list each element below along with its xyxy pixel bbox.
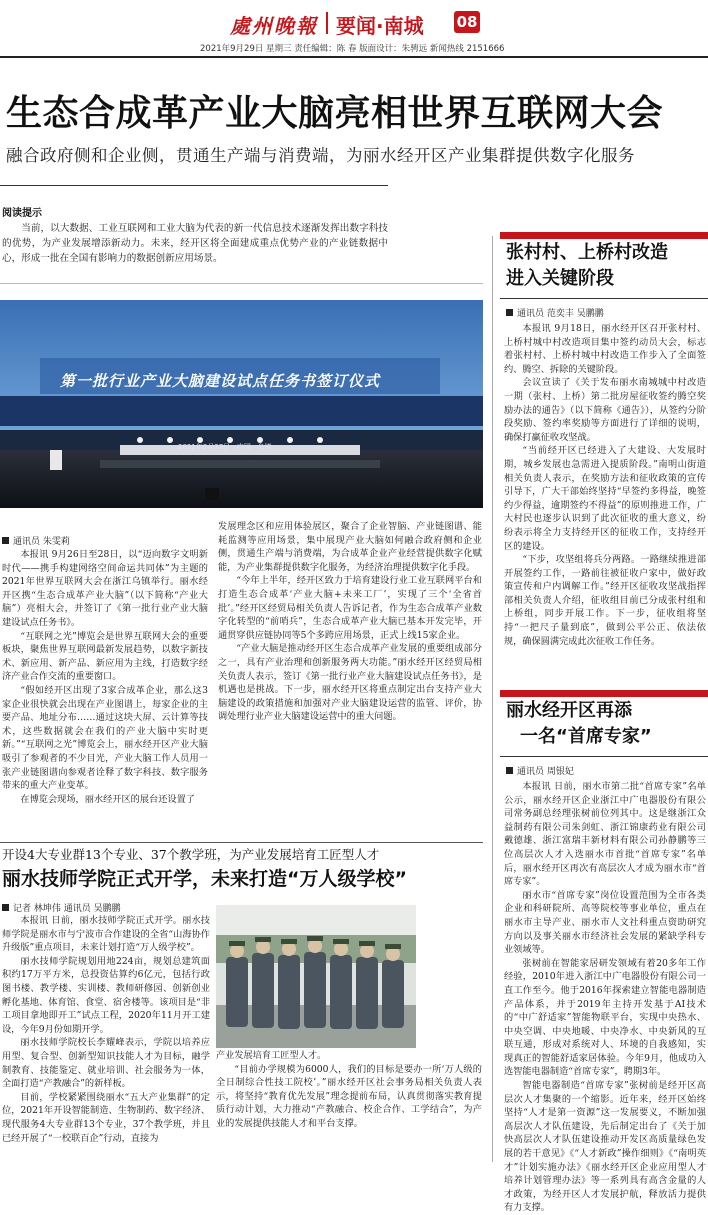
masthead-divider bbox=[326, 12, 328, 34]
headline-subtitle: 融合政府侧和企业侧，贯通生产端与消费端，为丽水经开区产业集群提供数字化服务 bbox=[6, 146, 635, 165]
newspaper-logo: 處州晚報 bbox=[230, 14, 318, 38]
lead-text: 当前，以大数据、工业互联网和工业大脑为代表的新一代信息技术逐渐发挥出数字科技的优势，为产业发展增添新动力。未来，经开区将全面建成重点优势产业的产业链数据中心，形成一批在全国有影响力的数据创新应用场景。 bbox=[2, 223, 388, 264]
lead-rule bbox=[0, 185, 388, 186]
sidebar2-title-rule bbox=[500, 756, 708, 757]
sidebar2-byline-text: 通讯员 周银妃 bbox=[517, 767, 574, 777]
section-name: 要闻·南城 bbox=[336, 14, 424, 38]
article2-col2: 产业发展培育工匠型人才。 “目前办学规模为6000人，我们的目标是要办一所‘万人级的全日制综合性技工院校’。”丽水经开区社会事务局相关负责人表示，将坚持“教育优先发展”理念提前布局，认真贯彻落实教育提质行动计划，大力推动“产教融合、校企合作、工学结合”，为产业的发展提供技能人才和平台支撑。 bbox=[216, 1050, 482, 1129]
sidebar2-title-line1: 丽水经开区再添 bbox=[506, 700, 632, 721]
article1-bottom-rule bbox=[0, 842, 483, 843]
photo-banner-text: 第一批行业产业大脑建设试点任务书签订仪式 bbox=[60, 372, 381, 390]
sidebar2-red-bar bbox=[500, 690, 708, 697]
article1-byline bbox=[2, 534, 70, 547]
byline-square-icon bbox=[2, 904, 9, 911]
article2-col1: 本报讯 日前，丽水技师学院正式开学。丽水技师学院是丽水市与宁波市合作建设的全省“山海协作升级版”重点项目，未来计划打造“万人级学校”。 丽水技师学院规划用地224亩，规划总建筑面积约17万平方米，总投资估算约6亿元，包括行政图书楼、教学楼、实训楼、教师研修园、创新创业孵化基地、体育馆、食堂、宿舍楼等。该项目是“非工项目拿地即开工”试点工程，2020年11月开工建设，今年9月份如期开学。 丽水技师学院校长李耀峰表示，学院以培养应用型、复合型、创新型知识技能人才为目标，融学制教育、技能鉴定、就业培训、社会服务为一体，全面打造“产教融合”的新样板。 目前，学校紧紧围绕丽水“五大产业集群”的定位，2021年开设智能制造、生物制药、数字经济、现代服务4大专业群13个专业，37个教学班，并且已经开展了“一校联百企”行动，直接为 bbox=[2, 915, 210, 1144]
sidebar2-byline bbox=[506, 764, 574, 777]
students-photo bbox=[216, 905, 416, 1048]
sidebar1-title-rule bbox=[500, 298, 708, 299]
lead-label: 阅读提示 bbox=[2, 208, 42, 219]
masthead-rule bbox=[0, 56, 708, 58]
sidebar2-body: 本报讯 日前，丽水市第二批“首席专家”名单公示，丽水经开区企业浙江中广电器股份有限公司常务副总经理张树前位列其中。这是继浙江众益制药有限公司朱剑虹、浙江锦康药业有限公司戴德雄、浙江富瑞丰新材料有限公司孙静鹏等三位高层次人才入选丽水市首批“首席专家”名单后，丽水经开区再次有高层次人才成为丽水市“首席专家”。 丽水市“首席专家”岗位设置范围为全市各类企业和科研院所、高等院校等事业单位，重点在丽水市主导产业、丽水市人文社科重点资助研究方向以及事关丽水市经济社会发展的紧缺学科专业领域等。 张树前在智能家居研发领域有着20多年工作经验，2010年进入浙江中广电器股份有限公司一直工作至今。他于2016年探索建立智能电器制造产品体系，并于2019年主持开发基于AI技术的“中广舒适家”智能物联平台，实现中央热水、中央空调、中央地暖、中央净水、中央新风的互联互通，形成对系统对人、环境的自我感知，实现真正的智能舒适家居体验。今年9月，他成功入选智能电器制造“首席专家”，聘期3年。 智能电器制造“首席专家”张树前是经开区高层次人才集聚的一个缩影。近年来，经开区始终坚持“人才是第一资源”这一发展要义，不断加强高层次人才队伍建设，先后制定出台了《关于加快高层次人才队伍建设推动开发区高质量绿色发展的若干意见》《“人才新政”操作细则》《“南明英才”计划实施办法》《丽水经开区企业应用型人才培养计划管理办法》等一系列具有高含金量的人才政策，为经开区人才发展护航，释放活力提供有力支撑。 bbox=[504, 781, 706, 1214]
byline-square-icon bbox=[2, 537, 9, 544]
sidebar1-red-bar bbox=[500, 232, 708, 239]
article1-col2: 发展理念区和应用体验展区，聚合了企业智脑、产业链图谱、能耗监测等应用场景，集中展现产业大脑如何融合政府侧和企业侧，贯通生产端与消费端，为合成革企业产业经营提供数字化赋能，为产业集群提供数字化服务，为经济治理提供数字化手段。 “今年上半年，经开区致力于培育建设行业工业互联网平台和打造生态合成革‘产业大脑+未来工厂’，实现了三个‘全省首批’。”经开区经贸局相关负责人告诉记者，作为生态合成革产业数字化转型的“前哨兵”，生态合成革产业大脑已基本开发完毕，开通贯穿供应链协同等5个多跨应用场景，正式上线15家企业。 “产业大脑是推动经开区生态合成革产业发展的重要组成部分之一，具有产业治理和创新服务两大功能。”丽水经开区经贸局相关负责人表示，签订《第一批行业产业大脑建设试点任务书》，是机遇也是挑战。下一步，丽水经开区将重点制定出台支持产业大脑建设的政策措施和加强对产业大脑建设运营的监管、评价，协调处理行业产业大脑建设运营中的重大问题。 bbox=[218, 521, 482, 723]
sidebar1-byline bbox=[506, 306, 604, 319]
sidebar-column-rule bbox=[492, 236, 493, 1162]
signing-ceremony-photo bbox=[0, 300, 483, 508]
article2-byline bbox=[2, 901, 121, 914]
sidebar1-title-line1: 张村村、上桥村改造 bbox=[506, 242, 668, 263]
sidebar2-title-line2: 一名“首席专家” bbox=[520, 726, 652, 747]
article2-kicker: 开设4大专业群13个专业、37个教学班，为产业发展培育工匠型人才 bbox=[2, 847, 380, 862]
sidebar1-byline-text: 通讯员 范奕丰 吴鹏鹏 bbox=[517, 309, 604, 319]
page-number: 08 bbox=[454, 11, 480, 33]
dateline: 2021年9月29日 星期三 责任编辑：陈 春 版面设计：朱骋远 新闻热线 2151666 bbox=[200, 44, 505, 54]
article2-byline-text: 记者 林坤伟 通讯员 吴鹏鹏 bbox=[13, 904, 121, 914]
lead-bottom-rule bbox=[0, 283, 483, 284]
sidebar1-body: 本报讯 9月18日，丽水经开区召开张村村、上桥村城中村改造项目集中签约动员大会，标志着张村村、上桥村城中村改造工作步入了全面签约、腾空、拆除的关键阶段。 会议宣读了《关于发布丽水南城城中村改造一期（张村、上桥）第二批房屋征收签约腾空奖励办法的通告》（以下简称《通告》），从签约分阶段奖励、签约率奖励等方面进行了详细的说明，确保打赢征收攻坚战。 “当前经开区已经进入了大建设、大发展时期，城乡发展也急需进入提质阶段。”南明山街道相关负责人表示，在奖励方法和征收政策的宣传引导下，广大干部始终坚持“早签约多得益，晚签约少得益，逾期签约不得益”的原则推进工作，广大村民也逐步认识到了此次征收的重大意义，纷纷表示将全力支持经开区的征收工作，支持经开区的建设。 “下步，攻坚组将兵分两路。一路继续推进部开展签约工作，一路前往被征收户家中，做好政策宣传和户内调解工作。”经开区征收攻坚战指挥部相关负责人介绍，征收组目前已分成张村组和上桥组，同步开展工作。下一步，征收组将坚持“一把尺子量到底”，做到公平公正、依法依规，确保圆满完成此次征收工作任务。 bbox=[504, 323, 706, 647]
article2-title: 丽水技师学院正式开学，未来打造“万人级学校” bbox=[2, 868, 407, 890]
byline-square-icon bbox=[506, 309, 513, 316]
article1-byline-text: 通讯员 朱雯莉 bbox=[13, 537, 70, 547]
sidebar1-title-line2: 进入关键阶段 bbox=[506, 268, 614, 289]
headline-title: 生态合成革产业大脑亮相世界互联网大会 bbox=[6, 93, 664, 134]
photo-banner-date: 2021年9月27日 · 中国 · 乌镇 bbox=[178, 443, 272, 451]
byline-square-icon bbox=[506, 767, 513, 774]
article1-col1: 本报讯 9月26日至28日，以“迈向数字文明新时代——携手构建网络空间命运共同体”为主题的2021年世界互联网大会在浙江乌镇举行。丽水经开区携“生态合成革产业大脑”（以下简称“产业大脑”）亮相大会，并签订了《第一批行业产业大脑建设试点任务书》。 “互联网之光”博览会是世界互联网大会的重要板块，聚焦世界互联网最新发展趋势，以数字新技术、新应用、新产品、新应用为主线，打造数字经济产业合作交流的重要窗口。 “假如经开区出现了3家合成革企业，那么这3家企业很快就会出现在产业图谱上，每家企业的主要产品、地址分布……通过这块大屏、云计算等技术，这些数据就会在我们的产业大脑中实时更新。”“互联网之光”博览会上，丽水经开区产业大脑吸引了参观者的不少目光，产业大脑工作人员用一张产业链图谱向参观者诠释了数字科技、数字服务带来的重大产业变革。 在博览会现场，丽水经开区的展台还设置了 bbox=[2, 549, 208, 805]
